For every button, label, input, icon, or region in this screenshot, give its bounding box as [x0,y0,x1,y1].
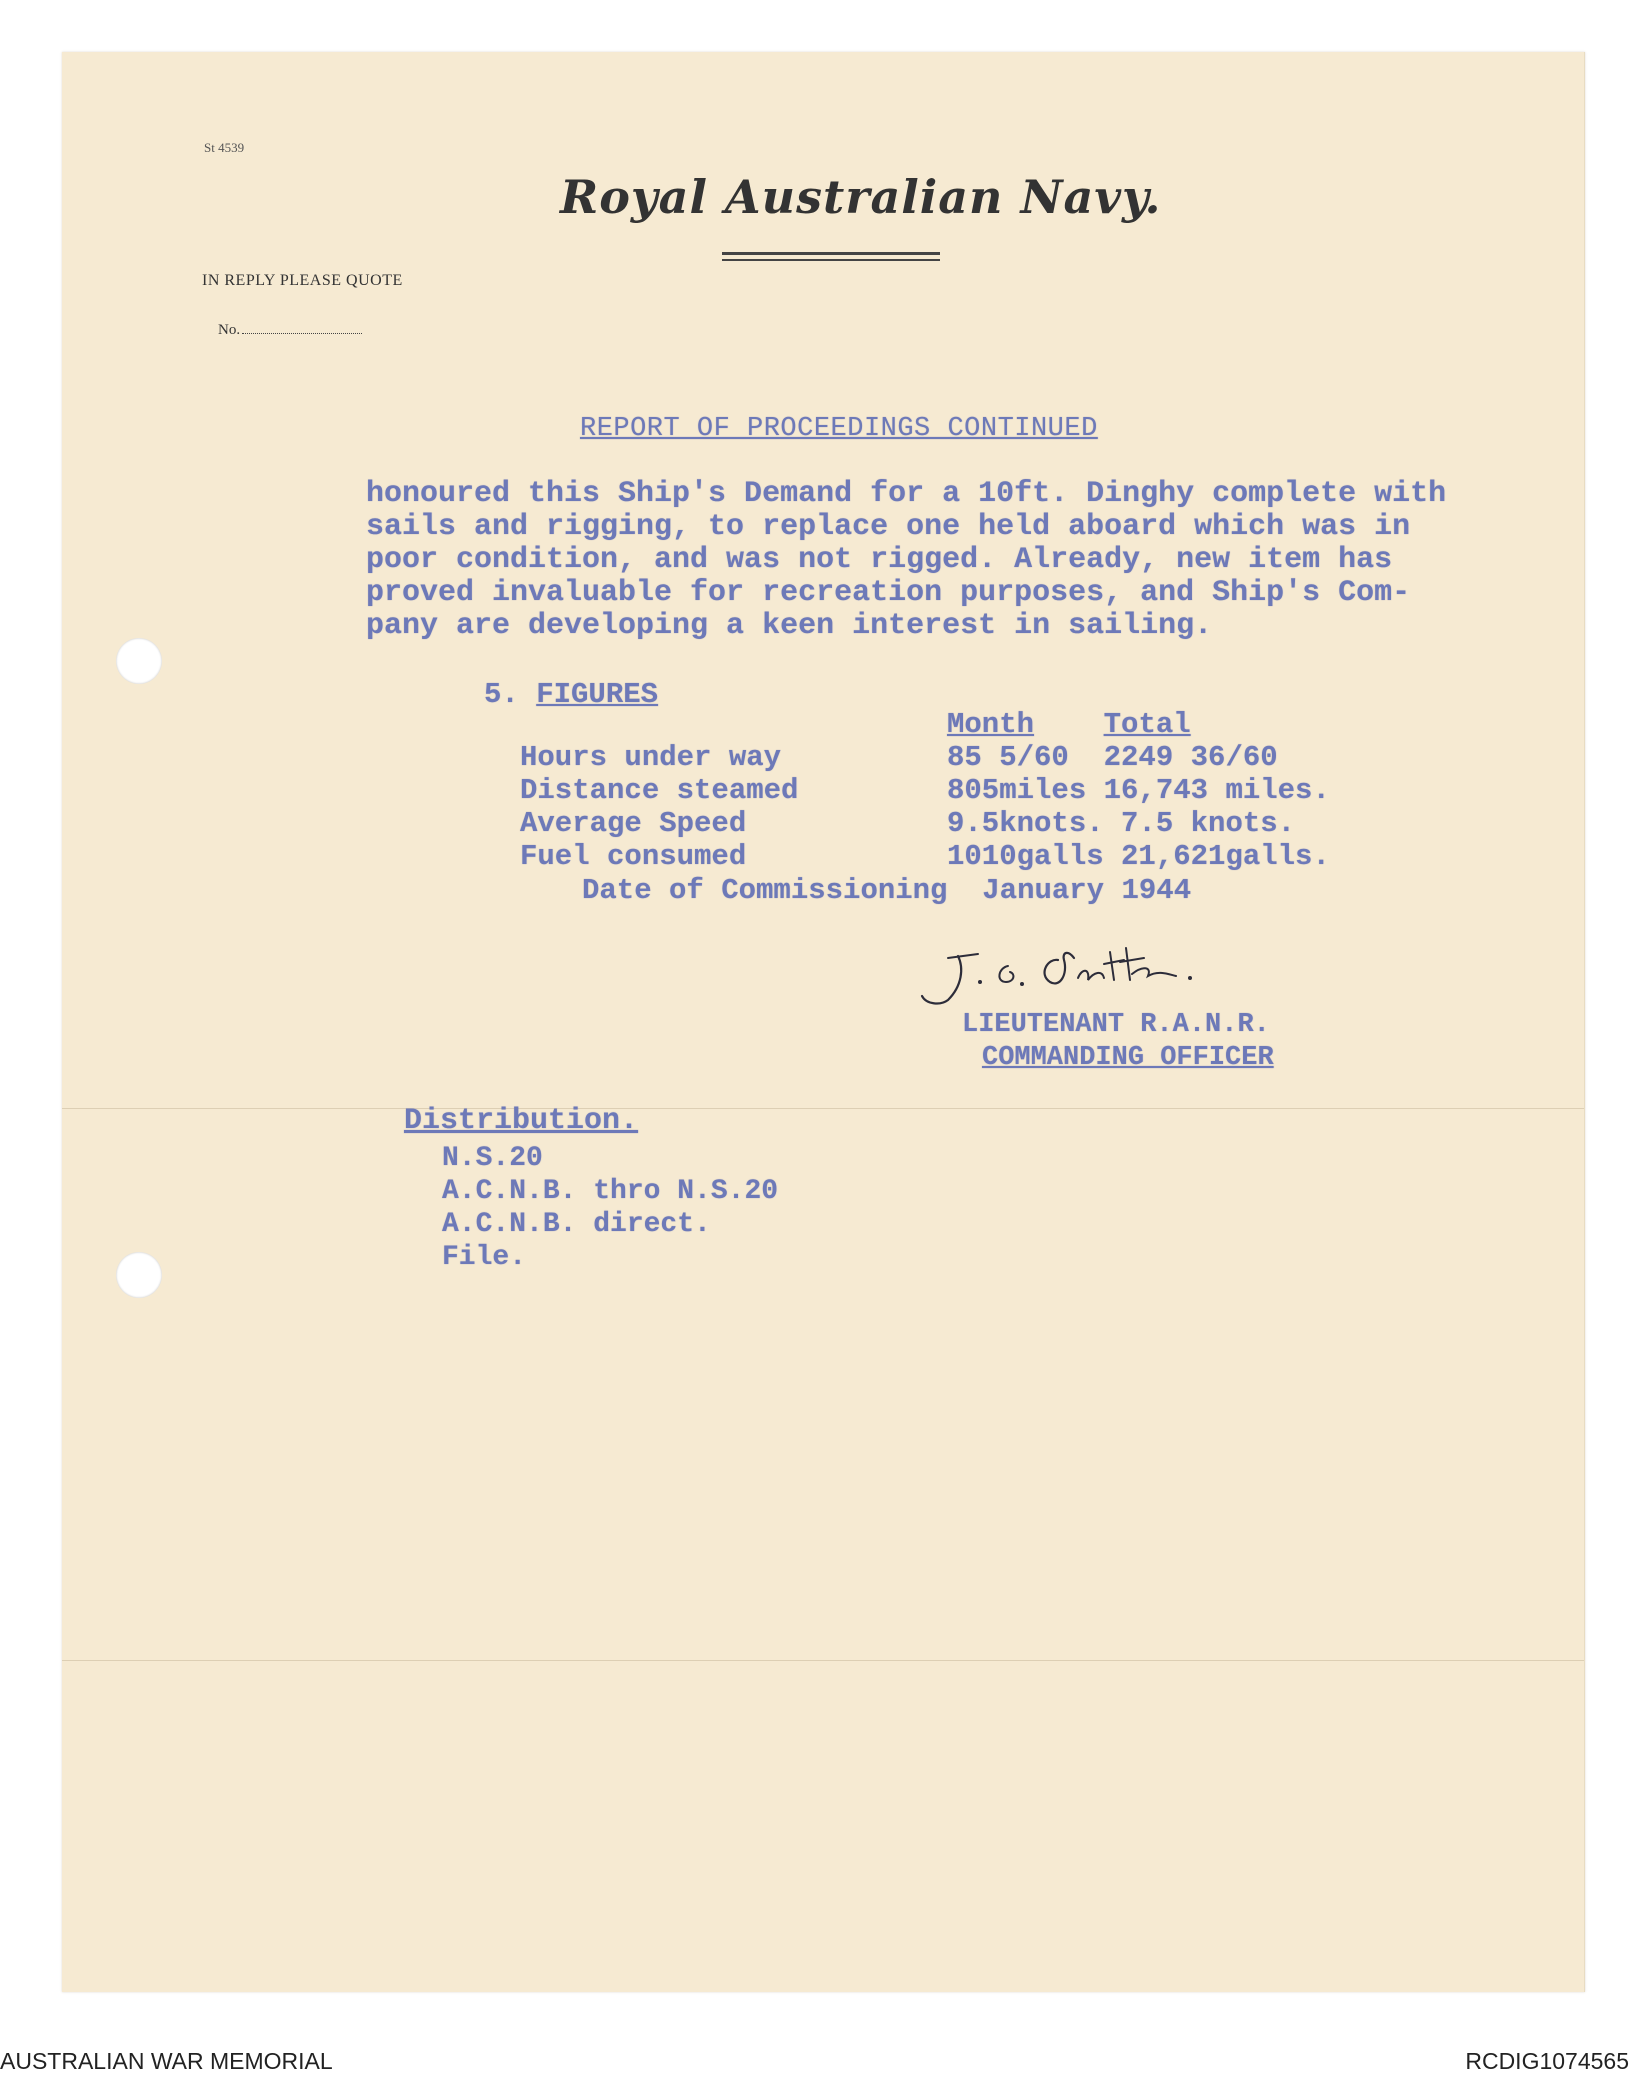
paragraph-line: sails and rigging, to replace one held aboard which was in [366,510,1411,544]
report-heading: REPORT OF PROCEEDINGS CONTINUED [580,414,1098,444]
figures-header-row [520,708,1330,741]
column-header-total: Total [1103,708,1191,741]
paragraph-line: honoured this Ship's Demand for a 10ft. Dinghy complete with [366,477,1447,511]
paragraph-line: proved invaluable for recreation purposes, and Ship's Com- [366,576,1411,610]
signatory-title: COMMANDING OFFICER [982,1043,1274,1073]
punch-hole-bottom [116,1252,162,1298]
figures-row-value: 9.5knots. 7.5 knots. [947,807,1296,840]
handwritten-signature [918,938,1248,1012]
commissioning-date: Date of Commissioning January 1944 [582,874,1192,907]
body-paragraph [366,478,1536,643]
letterhead-title: Royal Australian Navy. [560,170,1162,224]
figures-table [520,708,1330,873]
distribution-item: A.C.N.B. thro N.S.20 [442,1176,779,1207]
figures-row-label: Distance steamed [520,774,799,807]
section-title: FIGURES [536,678,659,711]
fold-line [62,1660,1584,1661]
figures-row [520,840,1330,873]
distribution-title: Distribution. [404,1104,639,1138]
figures-header-blank [520,708,947,741]
figures-row [520,774,1330,807]
distribution-item: A.C.N.B. direct. [442,1209,711,1240]
figures-row [520,807,1330,840]
paragraph-line: pany are developing a keen interest in sailing. [366,609,1213,643]
reply-number-label: No. [218,322,241,338]
signatory-rank: LIEUTENANT R.A.N.R. [962,1010,1270,1040]
figures-row-value: 1010galls 21,621galls. [947,840,1330,873]
distribution-list [442,1142,778,1274]
figures-row-label: Average Speed [520,807,747,840]
punch-hole-top [116,638,162,684]
section-number: 5. [484,678,519,711]
fold-line [62,1108,1584,1109]
letterhead-rule [722,252,940,255]
column-header-month: Month [947,708,1035,741]
footer-record-id: RCDIG1074565 [1465,2048,1629,2074]
paragraph-line: poor condition, and was not rigged. Already, new item has [366,543,1393,577]
figures-row-label: Fuel consumed [520,840,747,873]
reply-number-blank [242,333,362,334]
distribution-item: File. [442,1242,527,1273]
figures-column-headers [947,708,1330,741]
document-sheet [62,52,1585,1992]
section-5-heading [484,678,658,711]
figures-row-label: Hours under way [520,741,782,774]
distribution-item: N.S.20 [442,1143,543,1174]
letterhead-rule [722,259,940,261]
reply-number-field [218,322,362,339]
figures-row [520,741,1330,774]
footer-archive-name: AUSTRALIAN WAR MEMORIAL [0,2048,333,2074]
figures-row-value: 805miles 16,743 miles. [947,774,1330,807]
reply-note: IN REPLY PLEASE QUOTE [202,272,403,289]
figures-row-value: 85 5/60 2249 36/60 [947,741,1278,774]
stock-number: St 4539 [204,140,245,155]
